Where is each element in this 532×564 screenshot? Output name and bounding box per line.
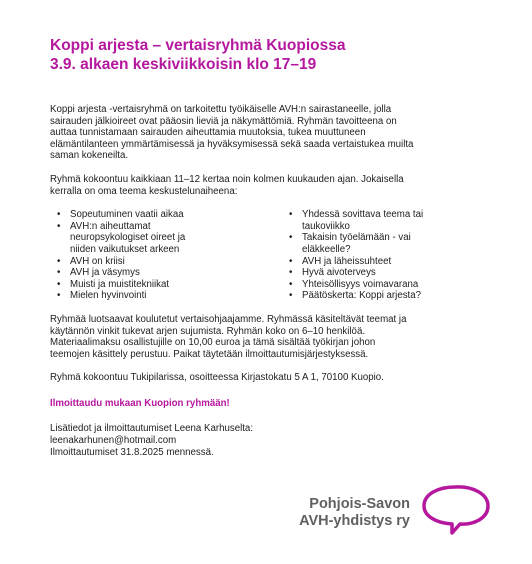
contact-email: leenakarhunen@hotmail.com [50,435,177,447]
intro-paragraph [50,104,484,162]
bullet-icon: • [57,290,61,302]
signup-deadline: Ilmoittautumiset 31.8.2025 mennessä. [50,446,214,458]
topics-column-right [282,209,452,302]
intro-line: elämäntilanteen ymmärtämisessä ja hyväksymisessä sekä saada vertaistukea muilta [50,138,414,150]
page-title [50,36,484,74]
meeting-line: kerralla on oma teema keskustelunaiheena: [50,185,238,197]
intro-line: auttaa tunnistamaan sairauden aiheuttamia muutoksia, tukea muuttuneen [50,127,366,139]
facilitators-line: teemojen käsittely perustuu. Paikat täytetään ilmoittautumisjärjestyksessä. [50,348,369,360]
facilitators-line: käytännön vinkit tukevat arjen sujumista. Ryhmän koko on 6–10 henkilöä. [50,325,366,337]
contact-line: Lisätiedot ja ilmoittautumiset Leena Karhuselta: [50,423,254,435]
bullet-icon: • [57,267,61,279]
topic-item: • Päätöskerta: Koppi arjesta? [289,290,422,302]
topic-item: • AVH ja väsymys [57,267,140,279]
bullet-icon: • [289,209,293,221]
intro-line: sairauden jälkioireet ovat pääosin lieviä ja näkymättömiä. Ryhmän tavoitteena on [50,115,397,127]
organization-logo [298,480,498,540]
topic-item: • Muisti ja muistitekniikat [57,278,170,290]
signup-call-to-action: Ilmoittaudu mukaan Kuopion ryhmään! [50,397,230,409]
topic-item: • AVH:n aiheuttamat neuropsykologiset oireet ja niiden vaikutukset arkeen [57,220,186,255]
topic-item: • AVH ja läheissuhteet [289,255,392,267]
topics-column-left [50,209,282,302]
topics-list [50,209,484,302]
title-line-2: 3.9. alkaen keskiviikkoisin klo 17–19 [50,56,317,73]
bullet-icon: • [289,255,293,267]
bullet-icon: • [57,209,61,221]
topic-item: • Yhdessä sovittava teema tai taukoviikko [289,209,424,232]
intro-line: Koppi arjesta -vertaisryhmä on tarkoitettu työikäiselle AVH:n sairastaneelle, jolla [50,104,392,115]
intro-line: saman kokeneilta. [50,150,129,162]
bullet-icon: • [289,290,293,302]
topic-item: • AVH on kriisi [57,255,125,267]
topic-item: • Sopeutuminen vaatii aikaa [57,209,184,221]
bullet-icon: • [57,220,61,232]
meeting-paragraph [50,174,484,197]
topic-item: • Takaisin työelämään - vai eläkkeelle? [289,232,411,255]
meeting-line: Ryhmä kokoontuu kaikkiaan 11–12 kertaa noin kolmen kuukauden ajan. Jokaisella [50,173,404,185]
facilitators-line: Materiaalimaksu osallistujille on 10,00 euroa ja tämä sisältää työkirjan johon [50,337,376,349]
logo-text [299,496,410,530]
contact-info [50,423,484,458]
topic-item: • Hyvä aivoterveys [289,267,376,279]
title-line-1: Koppi arjesta – vertaisryhmä Kuopiossa [50,37,346,54]
logo-line-2: AVH-yhdistys ry [299,513,410,529]
bullet-icon: • [289,232,293,244]
bullet-icon: • [57,255,61,267]
speech-bubble-icon [418,480,492,540]
facilitators-paragraph [50,314,484,360]
topic-item: • Yhteisöllisyys voimavarana [289,278,419,290]
bullet-icon: • [289,278,293,290]
topic-item: • Mielen hyvinvointi [57,290,147,302]
bullet-icon: • [57,278,61,290]
location-paragraph: Ryhmä kokoontuu Tukipilarissa, osoitteessa Kirjastokatu 5 A 1, 70100 Kuopio. [50,372,384,384]
bullet-icon: • [289,267,293,279]
logo-line-1: Pohjois-Savon [309,496,410,512]
facilitators-line: Ryhmää luotsaavat koulutetut vertaisohjaajamme. Ryhmässä käsiteltävät teemat ja [50,313,407,325]
